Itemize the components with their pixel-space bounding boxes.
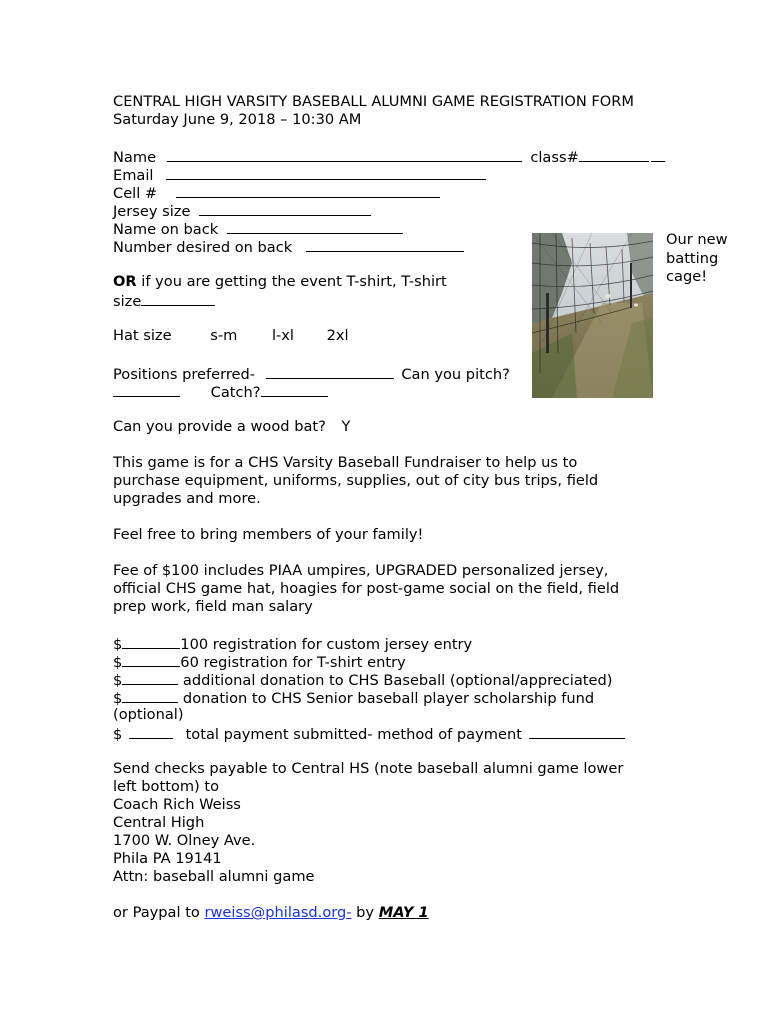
- hat-option-2xl[interactable]: 2xl: [326, 327, 349, 344]
- or-label: OR: [113, 273, 137, 290]
- payment-row-1: [113, 634, 472, 654]
- total-blank[interactable]: [129, 724, 173, 739]
- currency-sign: $: [113, 672, 123, 689]
- payment-optional-note: (optional): [113, 706, 184, 723]
- wood-bat-answer[interactable]: Y: [341, 418, 351, 435]
- currency-sign: $: [113, 726, 123, 743]
- fee-line-1: Fee of $100 includes PIAA umpires, UPGRADED personalized jersey,: [113, 562, 609, 579]
- name-on-back-row: [113, 219, 403, 239]
- paypal-by-label: by: [351, 904, 379, 921]
- jersey-size-label: Jersey size: [113, 203, 191, 220]
- pitch-blank[interactable]: [113, 382, 180, 397]
- paypal-prefix: or Paypal to: [113, 904, 205, 921]
- total-label: total payment submitted- method of payment: [185, 726, 522, 743]
- fee-line-3: prep work, field man salary: [113, 598, 313, 615]
- pitch-catch-row: [113, 382, 328, 402]
- batting-cage-photo: [532, 233, 653, 398]
- name-label: Name: [113, 149, 157, 166]
- jersey-size-row: [113, 201, 371, 221]
- currency-sign: $: [113, 636, 123, 653]
- caption-line-2: batting: [666, 249, 719, 267]
- tshirt-line: [113, 273, 447, 291]
- class-blank[interactable]: [579, 147, 649, 162]
- hat-size-label: Hat size: [113, 327, 172, 344]
- fee-line-2: official CHS game hat, hoagies for post-game social on the field, field: [113, 580, 620, 597]
- paypal-email-link[interactable]: rweiss@philasd.org-: [204, 904, 352, 921]
- wood-bat-row: [113, 418, 350, 436]
- tshirt-size-blank[interactable]: [141, 291, 215, 306]
- class-blank-extra[interactable]: [651, 147, 665, 162]
- payment-item-2: 60 registration for T-shirt entry: [180, 654, 406, 671]
- mailing-line-3: Coach Rich Weiss: [113, 796, 241, 813]
- mailing-line-5: 1700 W. Olney Ave.: [113, 832, 256, 849]
- cell-label: Cell #: [113, 185, 158, 202]
- email-label: Email: [113, 167, 154, 184]
- payment-blank-1[interactable]: [122, 634, 180, 649]
- pitch-label: Can you pitch?: [401, 366, 510, 383]
- paypal-deadline: MAY 1: [378, 904, 429, 921]
- mailing-line-7: Attn: baseball alumni game: [113, 868, 315, 885]
- payment-row-2: [113, 652, 406, 672]
- currency-sign: $: [113, 654, 123, 671]
- mailing-line-4: Central High: [113, 814, 205, 831]
- family-line: Feel free to bring members of your family!: [113, 526, 424, 543]
- payment-row-3: [113, 670, 612, 690]
- hat-option-sm[interactable]: s-m: [210, 327, 238, 344]
- payment-total-row: [113, 724, 625, 744]
- class-label: class#: [530, 149, 579, 166]
- tshirt-size-row: [113, 291, 215, 311]
- caption-line-3: cage!: [666, 268, 708, 285]
- currency-sign: $: [113, 690, 123, 707]
- mailing-line-1: Send checks payable to Central HS (note baseball alumni game lower: [113, 760, 624, 777]
- mailing-line-6: Phila PA 19141: [113, 850, 222, 867]
- number-label: Number desired on back: [113, 239, 293, 256]
- positions-label: Positions preferred-: [113, 366, 256, 383]
- positions-blank[interactable]: [266, 364, 394, 379]
- hat-option-lxl[interactable]: l-xl: [271, 327, 294, 344]
- hat-size-row: [113, 327, 349, 345]
- cell-row: [113, 183, 440, 203]
- positions-row: [113, 364, 510, 384]
- paypal-line: [113, 904, 429, 922]
- name-on-back-blank[interactable]: [227, 219, 403, 234]
- payment-blank-3[interactable]: [122, 670, 178, 685]
- catch-blank[interactable]: [261, 382, 328, 397]
- caption-line-1: Our new: [666, 231, 728, 248]
- jersey-size-blank[interactable]: [199, 201, 371, 216]
- cell-blank[interactable]: [176, 183, 440, 198]
- payment-item-4: donation to CHS Senior baseball player scholarship fund: [178, 690, 595, 707]
- email-blank[interactable]: [166, 165, 486, 180]
- wood-bat-question: Can you provide a wood bat?: [113, 418, 326, 435]
- number-row: [113, 237, 464, 257]
- payment-item-3: additional donation to CHS Baseball (optional/appreciated): [178, 672, 613, 689]
- name-blank[interactable]: [167, 147, 522, 162]
- event-date: Saturday June 9, 2018 – 10:30 AM: [113, 111, 362, 128]
- catch-label: Catch?: [210, 384, 261, 401]
- name-on-back-label: Name on back: [113, 221, 219, 238]
- fundraiser-line-2: purchase equipment, uniforms, supplies, out of city bus trips, field: [113, 472, 599, 489]
- tshirt-size-label: size: [113, 293, 142, 310]
- email-row: [113, 165, 486, 185]
- payment-blank-4[interactable]: [122, 688, 178, 703]
- fundraiser-line-3: upgrades and more.: [113, 490, 261, 507]
- mailing-line-2: left bottom) to: [113, 778, 220, 795]
- tshirt-text: if you are getting the event T-shirt, T-shirt: [136, 273, 447, 290]
- method-blank[interactable]: [529, 724, 625, 739]
- name-row: [113, 147, 665, 167]
- form-title: CENTRAL HIGH VARSITY BASEBALL ALUMNI GAME REGISTRATION FORM: [113, 93, 635, 110]
- number-blank[interactable]: [306, 237, 464, 252]
- fundraiser-line-1: This game is for a CHS Varsity Baseball Fundraiser to help us to: [113, 454, 578, 471]
- payment-row-4: [113, 688, 594, 708]
- payment-item-1: 100 registration for custom jersey entry: [180, 636, 473, 653]
- payment-blank-2[interactable]: [122, 652, 180, 667]
- photo-caption: [666, 231, 728, 287]
